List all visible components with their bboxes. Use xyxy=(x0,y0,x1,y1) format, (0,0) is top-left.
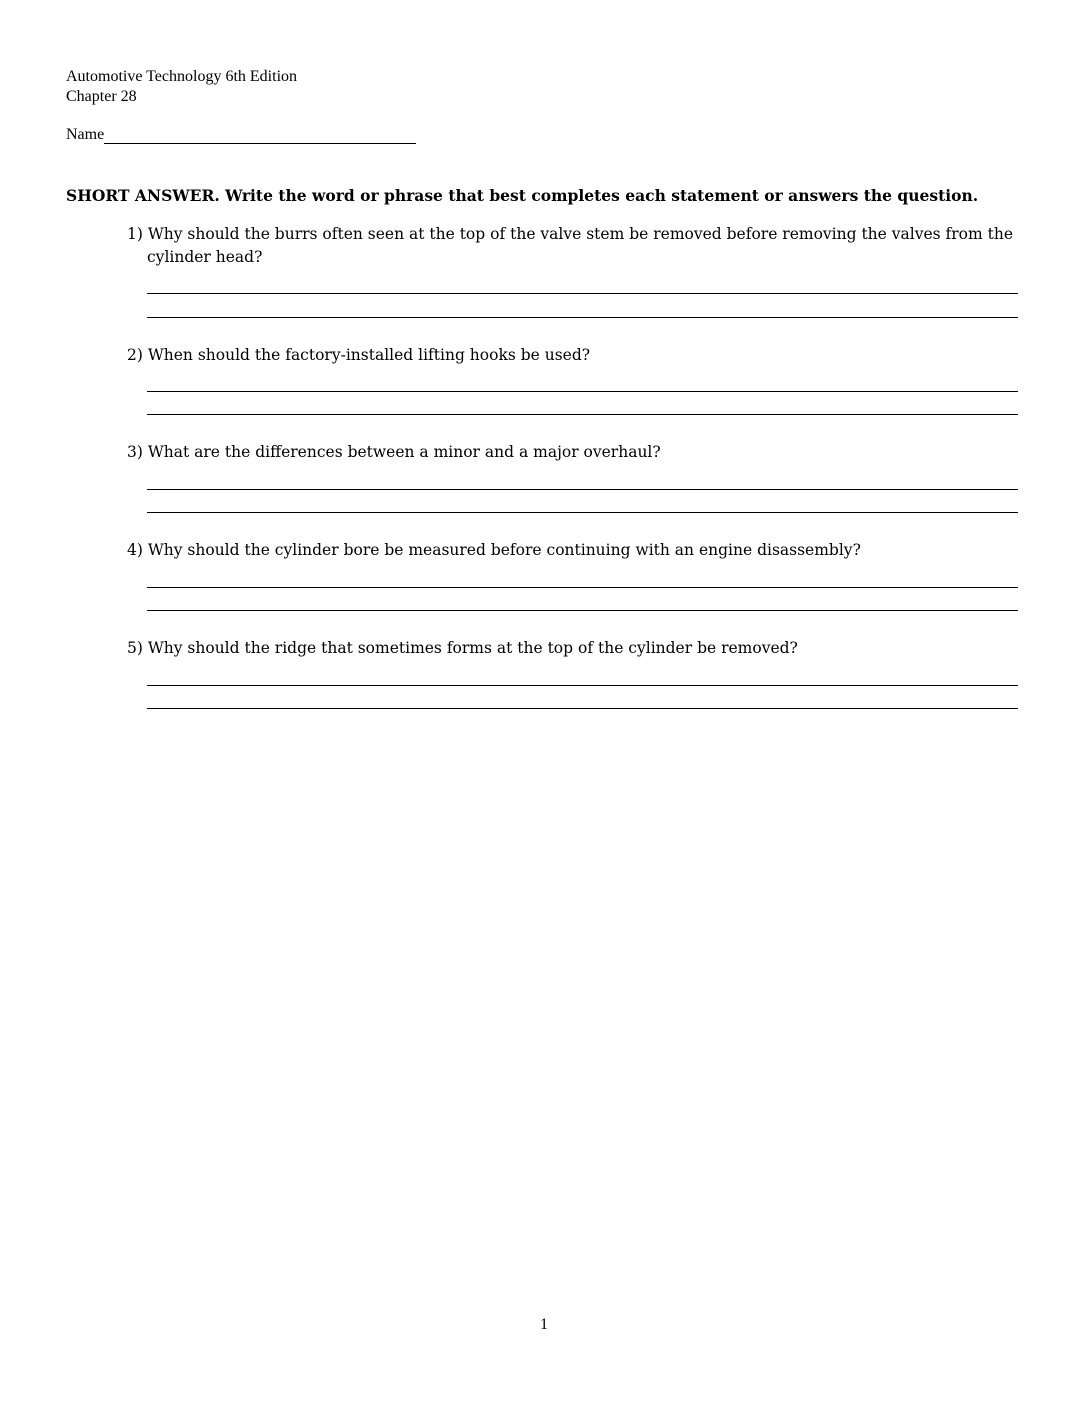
answer-line[interactable] xyxy=(147,317,1018,318)
question-text: 4) Why should the cylinder bore be measured before continuing with an engine disassembly? xyxy=(127,541,861,559)
answer-line[interactable] xyxy=(147,391,1018,392)
page-number: 1 xyxy=(540,1316,548,1333)
question-text: 5) Why should the ridge that sometimes forms at the top of the cylinder be removed? xyxy=(127,639,798,657)
book-title: Automotive Technology 6th Edition xyxy=(66,68,298,85)
question-4 xyxy=(127,539,1017,562)
header xyxy=(66,67,297,107)
question-2 xyxy=(127,344,1017,367)
question-1 xyxy=(127,223,1017,269)
question-5 xyxy=(127,637,1017,660)
answer-line[interactable] xyxy=(147,610,1018,611)
name-field[interactable] xyxy=(66,126,416,144)
answer-line[interactable] xyxy=(147,512,1018,513)
question-text: 2) When should the factory-installed lifting hooks be used? xyxy=(127,346,591,364)
name-line[interactable] xyxy=(104,126,416,144)
chapter-title: Chapter 28 xyxy=(66,88,137,105)
answer-line[interactable] xyxy=(147,587,1018,588)
question-3 xyxy=(127,441,1017,464)
answer-line[interactable] xyxy=(147,708,1018,709)
answer-line[interactable] xyxy=(147,489,1018,490)
instructions: SHORT ANSWER. Write the word or phrase that best completes each statement or answers the question. xyxy=(66,186,979,205)
answer-line[interactable] xyxy=(147,685,1018,686)
question-text: 3) What are the differences between a minor and a major overhaul? xyxy=(127,443,661,461)
question-text: 1) Why should the burrs often seen at the top of the valve stem be removed before removing the valves from the cylinder head? xyxy=(127,225,1014,266)
answer-line[interactable] xyxy=(147,414,1018,415)
name-label: Name xyxy=(66,126,105,143)
answer-line[interactable] xyxy=(147,293,1018,294)
